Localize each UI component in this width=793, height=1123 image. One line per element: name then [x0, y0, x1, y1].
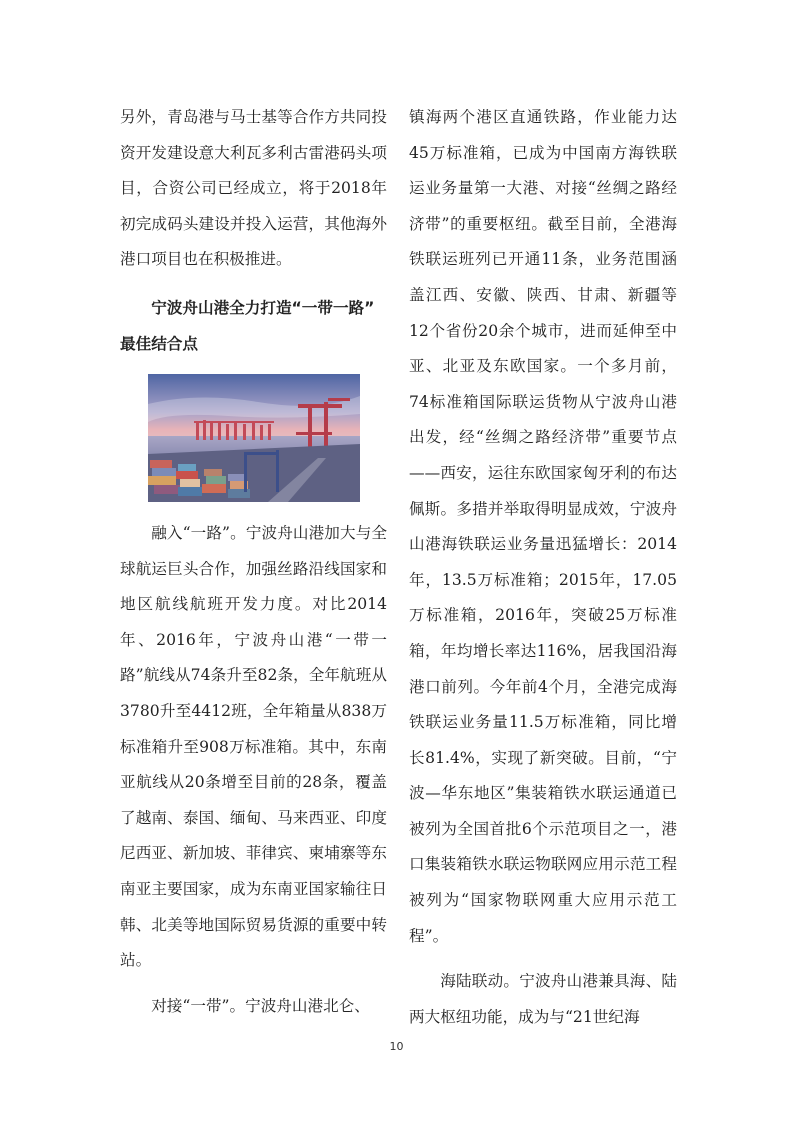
intro-paragraph: 另外，青岛港与马士基等合作方共同投资开发建设意大利瓦多利古雷港码头项目，合资公司已经成立，将于2018年初完成码头建设并投入运营，其他海外港口项目也在积极推进。	[120, 108, 387, 269]
container-port-photo	[148, 374, 360, 502]
section-heading	[120, 290, 387, 362]
paragraph-sea-land-start: 海陆联动。宁波舟山港兼具海、陆两大枢纽功能，成为与“21世纪海	[409, 972, 677, 1026]
paragraph-connect-belt-start: 对接“一带”。宁波舟山港北仑、	[151, 996, 370, 1015]
paragraph-connect-belt-continued: 镇海两个港区直通铁路，作业能力达45万标准箱，已成为中国南方海铁联运业务量第一大港、对接“丝绸之路经济带”的重要枢纽。截至目前，全港海铁联运班列已开通11条，业务范围涵盖江西、安徽、陕西、甘肃、新疆等12个省份20余个城市，进而延伸至中亚、北亚及东欧国家。一个多月前，74标准箱国际联运货物从宁波舟山港出发，经“丝绸之路经济带”重要节点——西安，运往东欧国家匈牙利的布达佩斯。多措并举取得明显成效，宁波舟山港海铁联运业务量迅猛增长：2014年，13.5万标准箱；2015年，17.05万标准箱，2016年，突破25万标准箱，年均增长率达116%，居我国沿海港口前列。今年前4个月，全港完成海铁联运业务量11.5万标准箱，同比增长81.4%，实现了新突破。目前，“宁波—华东地区”集装箱铁水联运通道已被列为全国首批6个示范项目之一，港口集装箱铁水联运物联网应用示范工程被列为“国家物联网重大应用示范工程”。	[409, 108, 677, 945]
paragraph-merge-into-road: 融入“一路”。宁波舟山港加大与全球航运巨头合作，加强丝路沿线国家和地区航线航班开发力度。对比2014年、2016年，宁波舟山港“一带一路”航线从74条升至82条，全年航班从3780升至4412班，全年箱量从838万标准箱升至908万标准箱。其中，东南亚航线从20条增至目前的28条，覆盖了越南、泰国、缅甸、马来西亚、印度尼西亚、新加坡、菲律宾、柬埔寨等东南亚主要国家，成为东南亚国家输往日韩、北美等地国际贸易货源的重要中转站。	[120, 523, 387, 970]
page-number: 10	[389, 1040, 404, 1053]
section-heading-line1: 宁波舟山港全力打造“一带一路”	[151, 298, 375, 317]
section-heading-line2: 最佳结合点	[120, 334, 198, 353]
right-column	[409, 100, 677, 1045]
left-column	[120, 100, 387, 1034]
